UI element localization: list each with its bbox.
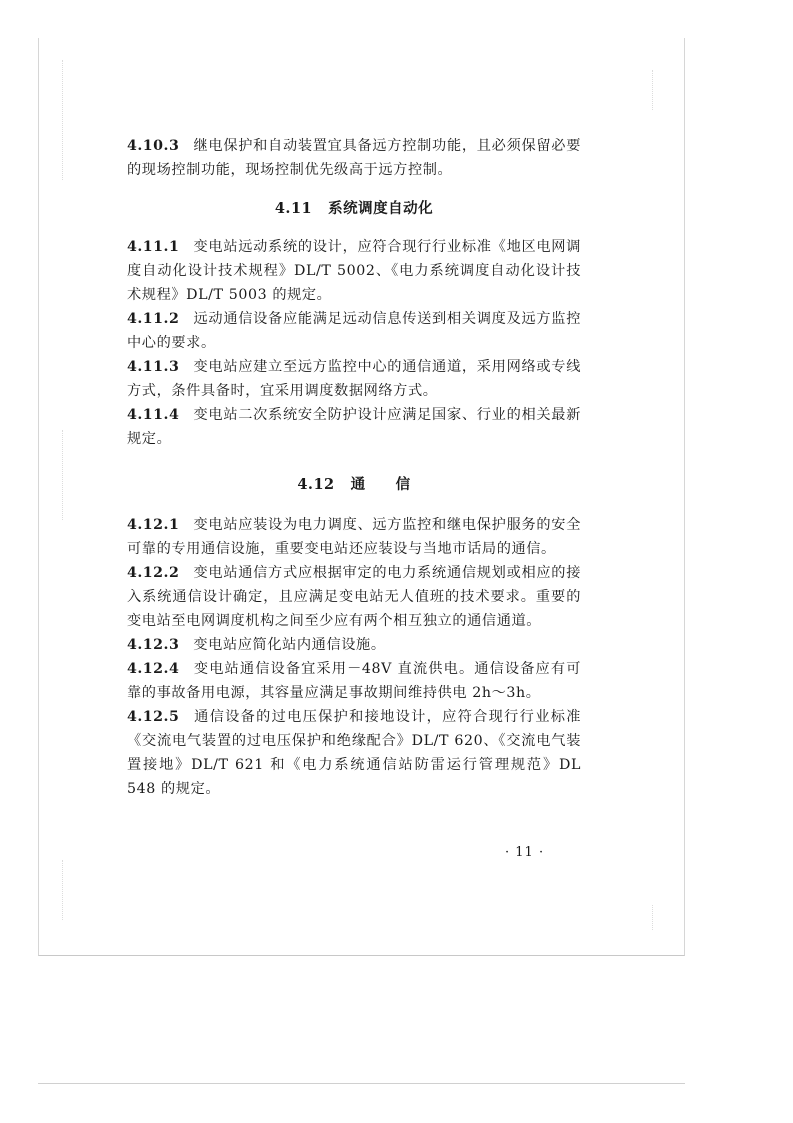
scan-margin-dots (62, 60, 64, 180)
clause-number: 4.12.3 (127, 637, 180, 653)
clause-4-12-3 (127, 633, 581, 657)
clause-number: 4.12.4 (127, 661, 180, 677)
clause-number: 4.11.1 (127, 239, 180, 255)
clause-text: 继电保护和自动装置宜具备远方控制功能，且必须保留必要的现场控制功能，现场控制优先级高于远方控制。 (127, 138, 581, 178)
clause-4-10-3 (127, 134, 581, 182)
clause-text: 变电站二次系统安全防护设计应满足国家、行业的相关最新规定。 (127, 407, 581, 447)
scan-margin-dots (62, 430, 64, 520)
section-number: 4.12 (297, 476, 335, 493)
clause-number: 4.11.2 (127, 311, 180, 327)
clause-text: 通信设备的过电压保护和接地设计，应符合现行行业标准《交流电气装置的过电压保护和绝缘配合》DL/T 620、《交流电气装置接地》DL/T 621 和《电力系统通信站防雷运行管理规范》DL 548 的规定。 (127, 709, 581, 797)
scan-margin-dots (62, 860, 64, 920)
clause-text: 变电站应装设为电力调度、远方监控和继电保护服务的安全可靠的专用通信设施，重要变电站还应装设与当地市话局的通信。 (127, 517, 581, 557)
section-heading-4-11 (127, 197, 581, 221)
scan-margin-dots (652, 70, 654, 110)
section-title: 通 信 (350, 476, 411, 493)
bottom-divider (38, 1083, 685, 1084)
scan-margin-dots (652, 905, 654, 930)
clause-number: 4.12.5 (127, 709, 180, 725)
document-body (127, 134, 581, 801)
clause-4-12-2 (127, 561, 581, 633)
clause-number: 4.12.1 (127, 517, 180, 533)
clause-text: 远动通信设备应能满足远动信息传送到相关调度及远方监控中心的要求。 (127, 311, 581, 351)
clause-text: 变电站通信设备宜采用－48V 直流供电。通信设备应有可靠的事故备用电源，其容量应满足事故期间维持供电 2h～3h。 (127, 661, 581, 701)
section-title: 系统调度自动化 (328, 200, 434, 217)
clause-4-12-4 (127, 657, 581, 705)
clause-number: 4.11.4 (127, 407, 180, 423)
clause-4-11-2 (127, 307, 581, 355)
clause-4-12-1 (127, 513, 581, 561)
clause-number: 4.11.3 (127, 359, 180, 375)
page-number: · 11 · (505, 845, 545, 860)
clause-4-11-3 (127, 355, 581, 403)
clause-text: 变电站应简化站内通信设施。 (193, 637, 386, 653)
clause-text: 变电站通信方式应根据审定的电力系统通信规划或相应的接入系统通信设计确定，且应满足变电站无人值班的技术要求。重要的变电站至电网调度机构之间至少应有两个相互独立的通信通道。 (127, 565, 581, 629)
section-heading-4-12 (127, 473, 581, 497)
clause-4-11-1 (127, 235, 581, 307)
clause-4-12-5 (127, 705, 581, 801)
clause-text: 变电站远动系统的设计，应符合现行行业标准《地区电网调度自动化设计技术规程》DL/T 5002、《电力系统调度自动化设计技术规程》DL/T 5003 的规定。 (127, 239, 581, 303)
section-number: 4.11 (274, 200, 313, 217)
clause-number: 4.10.3 (127, 138, 180, 154)
clause-number: 4.12.2 (127, 565, 180, 581)
clause-4-11-4 (127, 403, 581, 451)
clause-text: 变电站应建立至远方监控中心的通信通道，采用网络或专线方式，条件具备时，宜采用调度数据网络方式。 (127, 359, 581, 399)
